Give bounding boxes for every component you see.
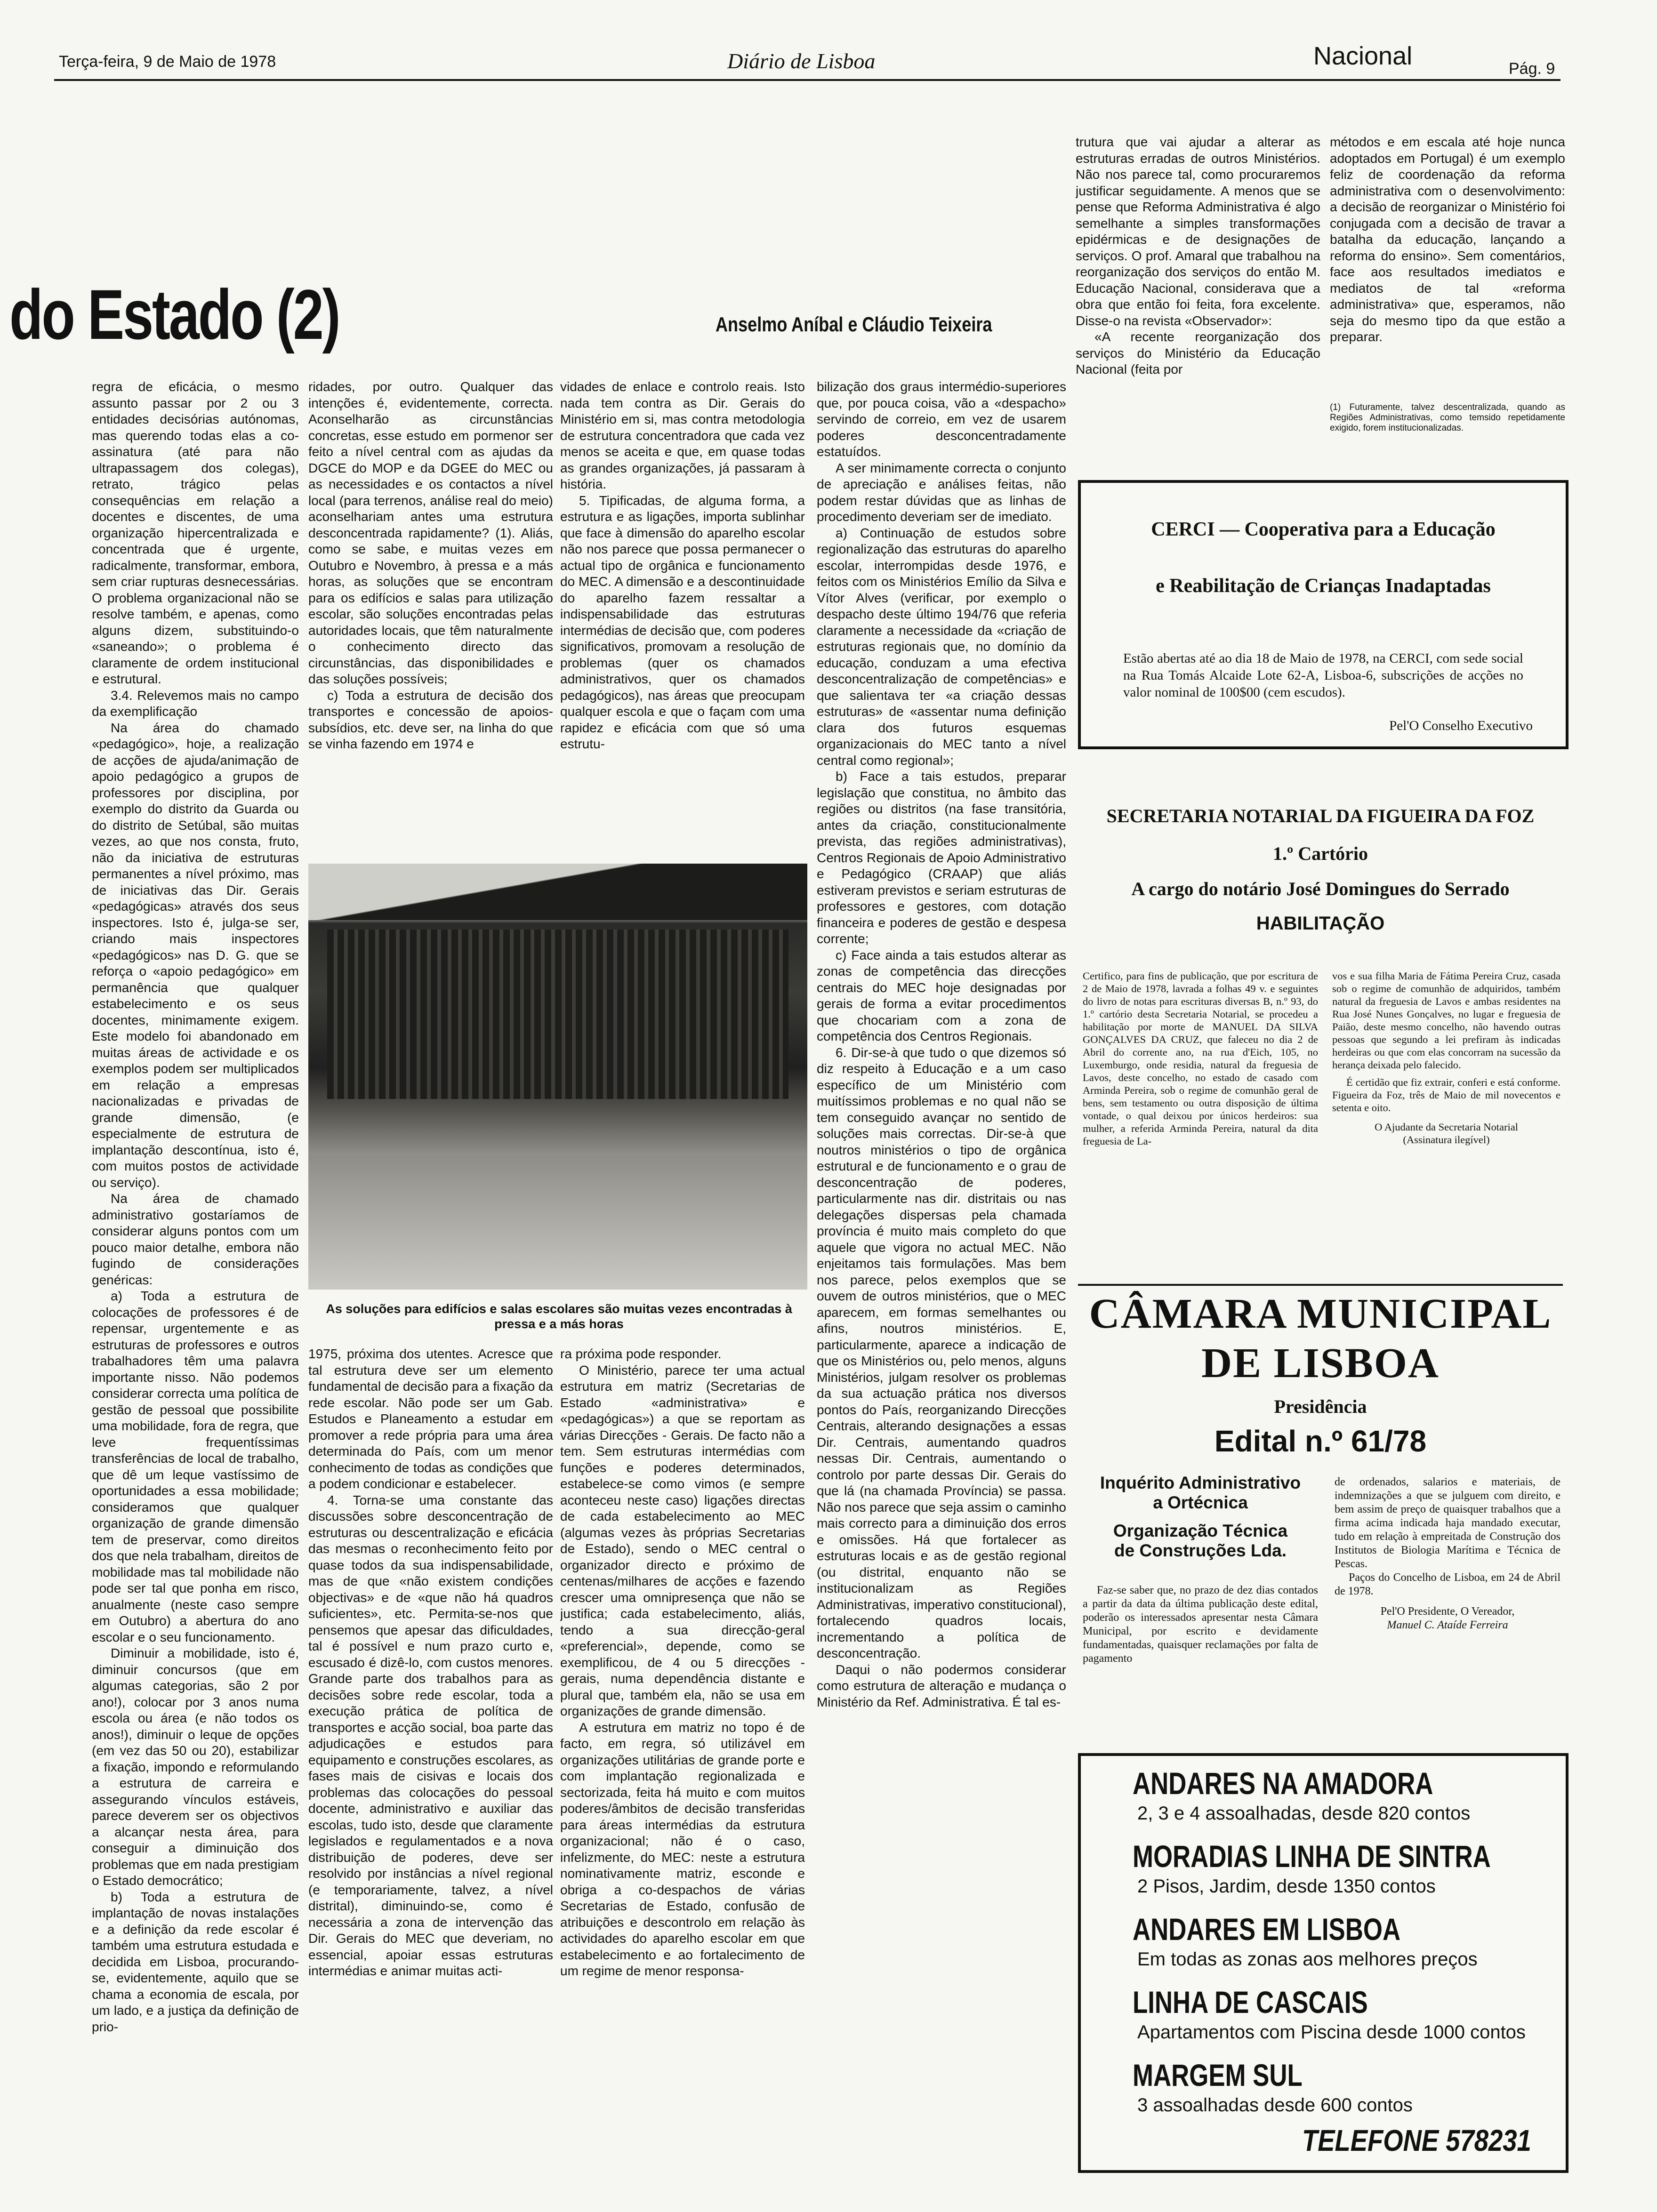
article-column-4: [817, 379, 1066, 2165]
camara-col-b: [1335, 1475, 1560, 1632]
re-l4s: Apartamentos com Piscina desde 1000 contos: [1137, 2022, 1526, 2043]
paragraph: 6. Dir-se-à que tudo o que dizemos só diz respeito à Educação e a um caso específico de um Ministério com muitíssimos problemas e no qual não se tem conseguido avançar no sentido de soluções mais correctas. Dir-se-à que noutros ministérios o tipo de orgânica estrutural e de funcionamento e o grau de desconcentração de poderes, particularmente nas dir. distritais ou nas delegações dispersas pela chamada província é muito mais completo do que aquele que vigora no actual MEC. Não enjeitamos tais formulações. Mas bem nos parece, pelos exemplos que se ouvem de outros ministérios, que o MEC aparecem, em formas semelhantes ou afins, noutros ministérios. E, particularmente, aparece a indicação de que os Ministérios ou, pelo menos, alguns Ministérios, julgam resolver os problemas da sua actuação prática nos diversos pontos do País, reorganizando Direcções Centrais, alterando designações a essas Dir. Centrais, aumentando quadros nessas Dir. Centrais, aumentando o controlo por parte dessas Dir. Gerais do que lá (na chamada Província) se passa. Não nos parece que seja assim o caminho mais correcto para a diminuição dos erros e omissões. Há que fortalecer as estruturas locais e as de gestão regional (ou distrital, enquanto não se institucionalizam as Regiões Administrativas, imperativo constitucional), fortalecendo quadros locais, incrementando a política de desconcentração.: [817, 1045, 1066, 1660]
re-l5: MARGEM SUL: [1133, 2058, 1303, 2092]
notarial-col-b-cert: É certidão que fiz extrair, conferi e está conforme. Figueira da Foz, três de Maio de mil novecentos e setenta e oito.: [1332, 1076, 1560, 1114]
paragraph: «A recente reorganização dos serviços do Ministério da Educação Nacional (feita por: [1076, 329, 1320, 377]
paragraph: a) Toda a estrutura de colocações de professores é de repensar, urgentemente e as estruturas de professores e outros trabalhadores têm uma palavra importante nisso. Não podemos considerar correcta uma política de gestão de pessoal que possibilite uma mobilidade, fora de regra, que leve frequentíssimas transferências de local de trabalho, que dê um leque vastíssimo de oportunidades a essa mobilidade; consideramos que qualquer organização de grande dimensão tem de preservar, como direitos dos que nela trabalham, direitos de mobilidade mas tal mobilidade não pode ser tal que ponha em risco, anualmente (neste caso sempre em Outubro) a abertura do ano escolar e o seu funcionamento.: [92, 1289, 299, 1644]
camara-col-b-sign: Pel'O Presidente, O Vereador,: [1380, 1605, 1515, 1618]
re-l1s: 2, 3 e 4 assoalhadas, desde 820 contos: [1137, 1803, 1471, 1824]
paragraph: a) Continuação de estudos sobre regionalização das estruturas do aparelho escolar, interrompidas desde 1976, e feitos com os Ministérios Emílio da Silva e Vítor Alves (verificar, por exemplo o despacho deste último 194/76 que referia claramente a necessidade da «criação de estruturas regionais que, no domínio da educação, conduzam a uma efectiva desconcentralização de competências» e que salientava ter «a criação dessas estruturas» de «assentar numa definição clara dos futuros esquemas organizacionais do MEC tanto a nível central como regional»;: [817, 525, 1066, 768]
paragraph: métodos e em escala até hoje nunca adoptados em Portugal) é um exemplo feliz de coordenação da reforma administrativa com o desenvolvimento: a decisão de reorganizar o Ministério foi conjugada com a decisão de travar a batalha da educação, lançando a reforma do ensino». Sem comentários, face aos resultados imediatos e mediatos de tal «reforma administrativa» que, esperamos, não seja do mesmo tipo da que estão a preparar.: [1330, 135, 1565, 344]
notarial-col-a: Certifico, para fins de publicação, que por escritura de 2 de Maio de 1978, lavrada a folhas 49 v. e seguintes do livro de notas para escrituras diversas B, n.º 93, do 1.º cartório desta Secretaria Notarial, se procedeu a habilitação por morte de MANUEL DA SILVA GONÇALVES DA CRUZ, que faleceu no dia 2 de Abril do corrente ano, na rua d'Eich, 105, no Luxemburgo, onde residia, natural da freguesia de Lavos, deste concelho, no estado de casado com Arminda Pereira, sob o regime de comunhão geral de bens, sem testamento ou outra disposição de última vontade, o qual deixou por únicos herdeiros: sua mulher, a referida Arminda Pereira, natural da dita freguesia de La-: [1083, 970, 1318, 1147]
re-l2: MORADIAS LINHA DE SINTRA: [1133, 1839, 1491, 1874]
article-column-2-bottom: [308, 1346, 553, 2165]
paragraph: A ser minimamente correcta o conjunto de apreciação e análises feitas, não podem restar dúvidas que as linhas de procedimento deveriam ser de imediato.: [817, 460, 1066, 524]
ad-cerci-sign: Pel'O Conselho Executivo: [1389, 718, 1533, 733]
camara-col-b-text: de ordenados, salarios e materiais, de indemnizações a que se julguem com direito, e bem assim de preço de quaisquer trabalhos que a firma acima indicada haja mandado executar, tudo em relação à empreitada de Construção dos Institutos de Biologia Marítima e Técnica de Pescas.: [1335, 1476, 1560, 1570]
photo-roof: [308, 864, 807, 920]
notarial-sub1: 1.º Cartório: [1272, 843, 1368, 864]
re-l3: ANDARES EM LISBOA: [1133, 1912, 1401, 1947]
article-column-3: [560, 379, 805, 854]
paragraph: 4. Torna-se uma constante das discussões sobre desconcentração de estruturas ou descentralização e eficácia das mesmas o reconhecimento feito por quase todos da sua indispensabilidade, mas de que «não existem condições objectivas» e de «que não há quadros suficientes», etc. Permita-se-nos que pensemos que apesar das dificuldades, tal é possível e num prazo curto e, escusado é dizê-lo, com custos menores. Grande parte dos trabalhos para as decisões sobre rede escolar, toda a execução prática de política de transportes e acção social, boa parte das adjudicações e estudos para equipamento e construções escolares, as fases mais de cisivas e locais dos problemas das colocações do pessoal docente, administrativo e auxiliar das escolas, tudo isto, desde que claramente legislados e regulamentados e a nova distribuição de poderes, deve ser resolvido por instâncias a nível regional (e temporariamente, talvez, a nível distrital), diminuindo-se, como é necessária a zona de intervenção das Dir. Gerais do MEC que deveriam, no essencial, apoiar essas estruturas intermédias e animar muitas acti-: [308, 1492, 553, 1978]
camara-title1: CÂMARA MUNICIPAL: [1089, 1290, 1552, 1337]
paragraph: A estrutura em matriz no topo é de facto, em regra, só utilizável em organizações utilitárias de grande porte e com implantação regionalizada e sectorizada, feita há muito e com muitos poderes/âmbitos de decisão transferidas para áreas intermédias da estrutura organizacional; não é o caso, infelizmente, do MEC: neste a estrutura nominativamente matriz, esconde e obriga a co-despachos de várias Secretarias de Estado, confusão de atribuições e descontrolo em relação às actividades do aparelho escolar em que estabelecimento e ao fortalecimento de um regime de menor responsa-: [560, 1720, 805, 1978]
camara-col-a: Faz-se saber que, no prazo de dez dias contados a partir da data da última publicação deste edital, poderão os interessados apresentar nesta Câmara Municipal, por escrito e devidamente fundamentadas, quaisquer reclamações por falta de pagamento: [1083, 1584, 1318, 1665]
section-name: Nacional: [1313, 42, 1413, 70]
re-l3s: Em todas as zonas aos melhores preços: [1137, 1949, 1478, 1970]
notarial-title: SECRETARIA NOTARIAL DA FIGUEIRA DA FOZ: [1106, 805, 1535, 826]
paragraph: Na área de chamado administrativo gostaríamos de considerar alguns pontos com um pouco maior detalhe, embora não fugindo de considerações genéricas:: [92, 1191, 299, 1287]
camara-col-b-name: Manuel C. Ataíde Ferreira: [1387, 1619, 1508, 1631]
ad-cerci-body: Estão abertas até ao dia 18 de Maio de 1978, na CERCI, com sede social na Rua Tomás Alcaide Lote 62-A, Lisboa-6, subscrições de acções no valor nominal de 100$00 (cem escudos).: [1123, 651, 1523, 700]
photo-caption: As soluções para edifícios e salas escolares são muitas vezes encontradas à pressa e a más horas: [326, 1302, 792, 1331]
notarial-col-b-text: vos e sua filha Maria de Fátima Pereira Cruz, casada sob o regime de comunhão de adquiridos, também natural da freguesia de Lavos e ambas residentes na Rua José Nunes Gonçalves, no lugar e freguesia de Paião, deste mesmo concelho, não havendo outras pessoas que segundo a lei prefiram às indicadas herdeiras ou que com elas concorram na sucessão da herança deixada pelo falecido.: [1332, 970, 1560, 1071]
re-l2s: 2 Pisos, Jardim, desde 1350 contos: [1137, 1876, 1436, 1897]
header-date: Terça-feira, 9 de Maio de 1978: [59, 53, 276, 71]
notarial-col-b-sig: (Assinatura ilegível): [1403, 1134, 1490, 1146]
article-column-2: [308, 379, 553, 854]
camara-heading: [1083, 1473, 1318, 1561]
article-column-3-bottom: [560, 1346, 805, 2165]
camara-edital: Edital n.º 61/78: [1214, 1424, 1427, 1458]
camara-sub: Presidência: [1274, 1396, 1367, 1417]
camara-h4: de Construções Lda.: [1114, 1541, 1287, 1560]
paragraph: vidades de enlace e controlo reais. Isto nada tem contra as Dir. Gerais do Ministério em si, mas contra metodologia de estrutura concentradora que cada vez menos se aceita e que, em quase todas as grandes organizações, já passaram à história.: [560, 379, 805, 491]
re-l1: ANDARES NA AMADORA: [1133, 1766, 1433, 1801]
divider: [1078, 1284, 1563, 1286]
notarial-sub3: HABILITAÇÃO: [1256, 913, 1385, 934]
paragraph: regra de eficácia, o mesmo assunto passar por 2 ou 3 entidades decisórias autónomas, mas querendo todas elas a co-assinatura (até para não ultrapassagem dos colegas), retrato, trágico pelas consequências em relação a docentes e discentes, de uma organização hipercentralizada e concentrada que é urgente, radicalmente, transformar, embora, sem criar rupturas desnecessárias. O problema organizacional não se resolve também, e apenas, como alguns dizem, substituindo-o «saneando»; o problema é claramente de ordem institucional e estrutural.: [92, 379, 299, 686]
re-phone: TELEFONE 578231: [1302, 2124, 1531, 2157]
paragraph: trutura que vai ajudar a alterar as estruturas erradas de outros Ministérios. Não nos parece tal, como procuraremos justificar seguidamente. A menos que se pense que Reforma Administrativa é algo semelhante a simples transformações epidérmicas e de designações de serviços. O prof. Amaral que trabalhou na reorganização dos serviços do então M. Educação Nacional, considerava que a obra que então foi feita, fora excelente. Disse-o na revista «Observador»:: [1076, 135, 1320, 328]
re-l5s: 3 assoalhadas desde 600 contos: [1137, 2095, 1413, 2116]
camara-title2: DE LISBOA: [1201, 1340, 1440, 1387]
header-rule: [54, 79, 1560, 81]
camara-h1: Inquérito Administrativo: [1100, 1473, 1301, 1492]
article-authors: Anselmo Aníbal e Cláudio Teixeira: [716, 313, 992, 336]
masthead: Diário de Lisboa: [727, 49, 876, 73]
photo-ground: [308, 1155, 807, 1290]
camara-h3: Organização Técnica: [1113, 1521, 1288, 1540]
ad-cerci-line2: e Reabilitação de Crianças Inadaptadas: [1156, 575, 1491, 597]
notarial-col-b-sign: O Ajudante da Secretaria Notarial: [1375, 1121, 1518, 1133]
ad-cerci: [1078, 480, 1569, 749]
school-building-photo: [308, 864, 807, 1290]
paragraph: Na área do chamado «pedagógico», hoje, a realização de acções de ajuda/animação de apoio pedagógico a grupos de professores por disciplina, por exemplo do distrito da Guarda ou do distrito de Setúbal, são muitas vezes, ao que nos consta, fruto, não da iniciativa de estruturas permanentes a nível próximo, mas de iniciativas das Dir. Gerais «pedagógicas» através dos seus inspectores. Isto é, julga-se ser, criando mais inspectores «pedagógicos» nas D. G. que se reforça o «apoio pedagógico» em permanência que qualquer estabelecimento e os seus docentes, minimamente exigem. Este modelo foi abandonado em muitas áreas de actividade e os exemplos podem ser multiplicados em relação a empresas nacionalizadas e privadas de grande dimensão, (e especialmente de estrutura de implantação descontínua, isto é, com muitos postos de actividade ou serviço).: [92, 720, 299, 1190]
paragraph: c) Face ainda a tais estudos alterar as zonas de competência das direcções centrais do MEC hoje designadas por gerais de forma a evitar procedimentos que chocariam com a zona de competência dos Centros Regionais.: [817, 947, 1066, 1043]
article-column-6: [1330, 134, 1565, 398]
re-l4: LINHA DE CASCAIS: [1133, 1985, 1368, 2020]
notarial-sub2: A cargo do notário José Domingues do Serrado: [1131, 878, 1510, 899]
paragraph: ridades, por outro. Qualquer das intenções é, evidentemente, correcta. Aconselharão as circunstâncias concretas, esse estudo em pormenor ser feito a nível central com as ajudas da DGCE do MOP e da DGEE do MEC ou as necessidades e os contactos a nível local (para terrenos, análise real do meio) aconselhariam antes uma estrutura desconcentrada rapidamente? (1). Aliás, como se sabe, e muitas vezes em Outubro e Novembro, à pressa e a más horas, as soluções que se encontram para os edifícios e salas para utilização escolar, são soluções encontradas pelas autoridades locais, que têm naturalmente o conhecimento directo das circunstâncias, das disponibilidades e das soluções possíveis;: [308, 379, 553, 686]
paragraph: b) Face a tais estudos, preparar legislação que constitua, no âmbito das regiões ou distritos (na fase transitória, antes da criação, constitucionalmente prevista, das regiões administrativas), Centros Regionais de Apoio Administrativo e Pedagógico (CRAAP) que aliás estiveram previstos e seriam estruturas de professores e gestores, com dotação financeira e poderes de gestão e despesa corrente;: [817, 769, 1066, 946]
ad-realestate: [1078, 1753, 1569, 2173]
paragraph: O Ministério, parece ter uma actual estrutura em matriz (Secretarias de Estado «administrativa» e «pedagógicas») a que se reportam as várias Direcções - Gerais. De facto não a tem. Sem estruturas intermédias com funções e poderes determinados, estabelece-se como vimos (e sempre aconteceu neste caso) ligações directas de cada estabelecimento ao MEC (algumas vezes às próprias Secretarias de Estado), sendo o MEC central o organizador directo e próximo de centenas/milhares de acções e fazendo crescer uma omnipresença que não se justifica; cada estabelecimento, aliás, tendo a sua direcção-geral «preferencial», depende, como se exemplificou, de 4 ou 5 direcções - gerais, numa dependência distante e plural que, também ela, não se usa em organizações de grande dimensão.: [560, 1362, 805, 1718]
ad-notarial: [1078, 791, 1563, 1275]
article-title: do Estado (2): [9, 275, 339, 354]
paragraph: Diminuir a mobilidade, isto é, diminuir concursos (que em algumas categorias, são 2 por ano!), colocar por 3 anos numa escola ou área (e não todos os anos!), diminuir o leque de opções (em vez das 50 ou 20), estabilizar a fixação, impondo e reformulando a estrutura de carreira e assegurando vínculos estáveis, parece deverem ser os objectivos a alcançar nesta área, para conseguir a diminuição dos problemas que em nada prestigiam o Estado democrático;: [92, 1646, 299, 1888]
paragraph: bilização dos graus intermédio-superiores que, por pouca coisa, vão a «despacho» servindo de correio, em vez de usarem poderes desconcentradamente estatuídos.: [817, 379, 1066, 459]
footnote: (1) Futuramente, talvez descentralizada, quando as Regiões Administrativas, como temsido repetidamente exigido, forem institucionalizadas.: [1330, 402, 1565, 433]
notarial-col-b: [1332, 970, 1560, 1146]
page-number: Pág. 9: [1509, 60, 1555, 78]
article-column-5: [1076, 134, 1320, 445]
camara-col-b-date: Paços do Concelho de Lisboa, em 24 de Abril de 1978.: [1335, 1571, 1560, 1597]
paragraph: 5. Tipificadas, de alguma forma, a estrutura e as ligações, importa sublinhar que face à dimensão do aparelho escolar não nos parece que possa permanecer o actual tipo de orgânica e funcionamento do MEC. A dimensão e a descontinuidade do aparelho fazem ressaltar a indispensabilidade das estruturas intermédias de decisão que, com poderes significativos, promovam a resolução de problemas (quer os chamados administrativos, quer os chamados pedagógicos), nas áreas que preocupam qualquer escola e que o façam com uma rapidez e eficácia com que só uma estrutu-: [560, 493, 805, 751]
camara-h2: a Ortécnica: [1153, 1493, 1248, 1512]
paragraph: Daqui o não podermos considerar como estrutura de alteração e mudança o Ministério da Ref. Administrativa. É tal es-: [817, 1662, 1066, 1709]
ad-camara: [1078, 1290, 1563, 1737]
ad-cerci-line1: CERCI — Cooperativa para a Educação: [1151, 519, 1496, 540]
paragraph: 1975, próxima dos utentes. Acresce que tal estrutura deve ser um elemento fundamental de decisão para a fixação da rede escolar. Não pode ser um Gab. Estudos e Planeamento a estudar em promover a rede própria para uma área determinada do País, com um menor conhecimento de todas as condições que a podem condicionar e estabelecer.: [308, 1346, 553, 1491]
paragraph: ra próxima pode responder.: [560, 1346, 722, 1361]
paragraph: c) Toda a estrutura de decisão dos transportes e concessão de apoios-subsídios, etc. deve ser, na linha do que se vinha fazendo em 1974 e: [308, 688, 553, 751]
article-column-1: [92, 379, 299, 2165]
photo-wall: [327, 930, 788, 1099]
paragraph: b) Toda a estrutura de implantação de novas instalações e a definição da rede escolar é também uma estrutura estudada e decidida em Lisboa, procurando-se, evidentemente, aquilo que se chama a economia de escala, por um lado, e a justiça da definição de prio-: [92, 1889, 299, 2034]
paragraph: 3.4. Relevemos mais no campo da exemplificação: [92, 688, 299, 719]
